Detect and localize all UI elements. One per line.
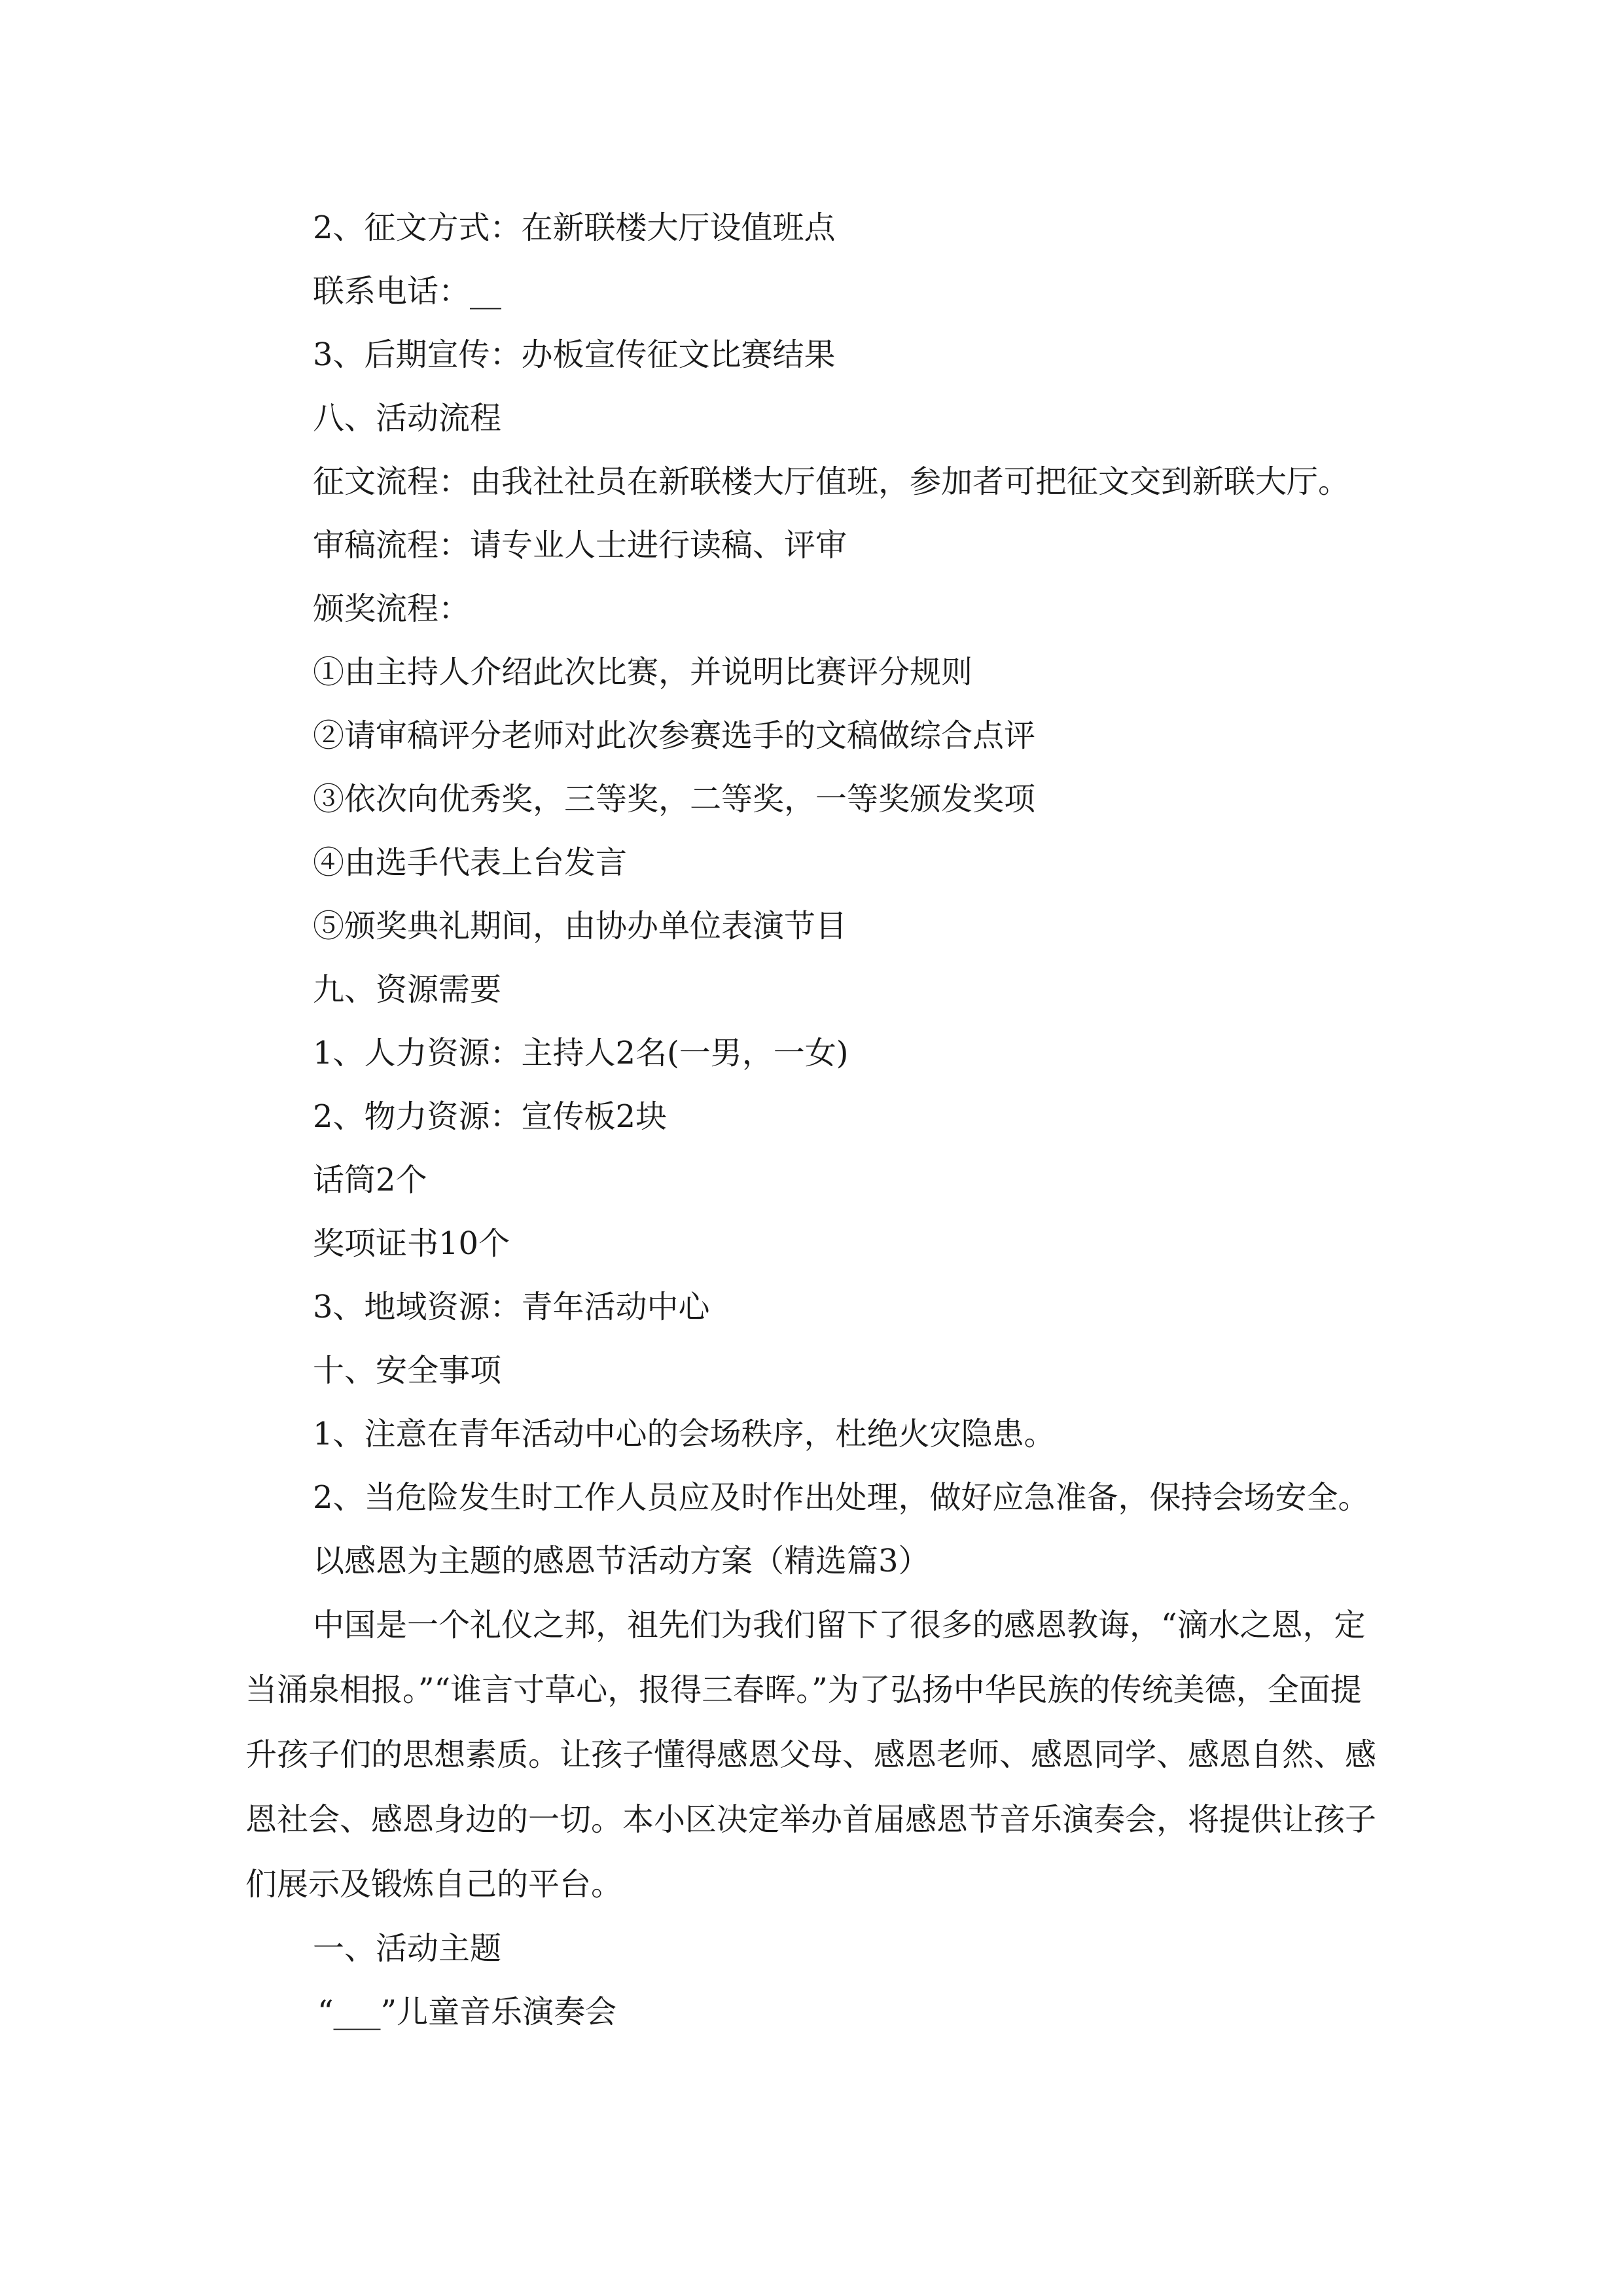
section-heading: 八、活动流程 xyxy=(313,400,502,437)
theme-line: “___”儿童音乐演奏会 xyxy=(317,1994,617,2030)
text-line: 2、征文方式：在新联楼大厅设值班点 xyxy=(313,209,836,246)
list-item: ④由选手代表上台发言 xyxy=(313,844,628,881)
list-item: ①由主持人介绍此次比赛，并说明比赛评分规则 xyxy=(313,654,973,691)
text-line: 1、注意在青年活动中心的会场秩序，杜绝火灾隐患。 xyxy=(313,1416,1056,1452)
text-line: 1、人力资源：主持人2名(一男，一女) xyxy=(313,1035,849,1071)
list-item: ②请审稿评分老师对此次参赛选手的文稿做综合点评 xyxy=(313,717,1036,754)
text-line: 话筒2个 xyxy=(313,1162,427,1198)
text-line: 颁奖流程： xyxy=(313,590,471,627)
list-item: ⑤颁奖典礼期间，由协办单位表演节目 xyxy=(313,908,847,944)
document-body xyxy=(245,196,1378,2044)
text-line: 奖项证书10个 xyxy=(313,1225,510,1262)
section-heading: 一、活动主题 xyxy=(313,1930,502,1967)
article-title: 以感恩为主题的感恩节活动方案（精选篇3） xyxy=(313,1543,930,1579)
text-line: 征文流程：由我社社员在新联楼大厅值班，参加者可把征文交到新联大厅。 xyxy=(313,463,1350,500)
text-line: 3、地域资源：青年活动中心 xyxy=(313,1289,710,1325)
list-item: ③依次向优秀奖，三等奖，二等奖，一等奖颁发奖项 xyxy=(313,781,1036,817)
section-heading: 十、安全事项 xyxy=(313,1352,502,1389)
intro-paragraph: 中国是一个礼仪之邦，祖先们为我们留下了很多的感恩教诲，“滴水之恩，定当涌泉相报。”“谁言寸草心，报得三春晖。”为了弘扬中华民族的传统美德，全面提升孩子们的思想素质。让孩子懂得感恩父母、感恩老师、感恩同学、感恩自然、感恩社会、感恩身边的一切。本小区决定举办首届感恩节音乐演奏会，将提供让孩子们展示及锻炼自己的平台。 xyxy=(245,1607,1377,1903)
text-line: 2、当危险发生时工作人员应及时作出处理，做好应急准备，保持会场安全。 xyxy=(313,1479,1370,1516)
text-line: 审稿流程：请专业人士进行读稿、评审 xyxy=(313,527,847,564)
text-line: 2、物力资源：宣传板2块 xyxy=(313,1098,668,1135)
section-heading: 九、资源需要 xyxy=(313,971,502,1008)
text-line: 联系电话：__ xyxy=(313,273,502,310)
text-line: 3、后期宣传：办板宣传征文比赛结果 xyxy=(313,336,836,373)
